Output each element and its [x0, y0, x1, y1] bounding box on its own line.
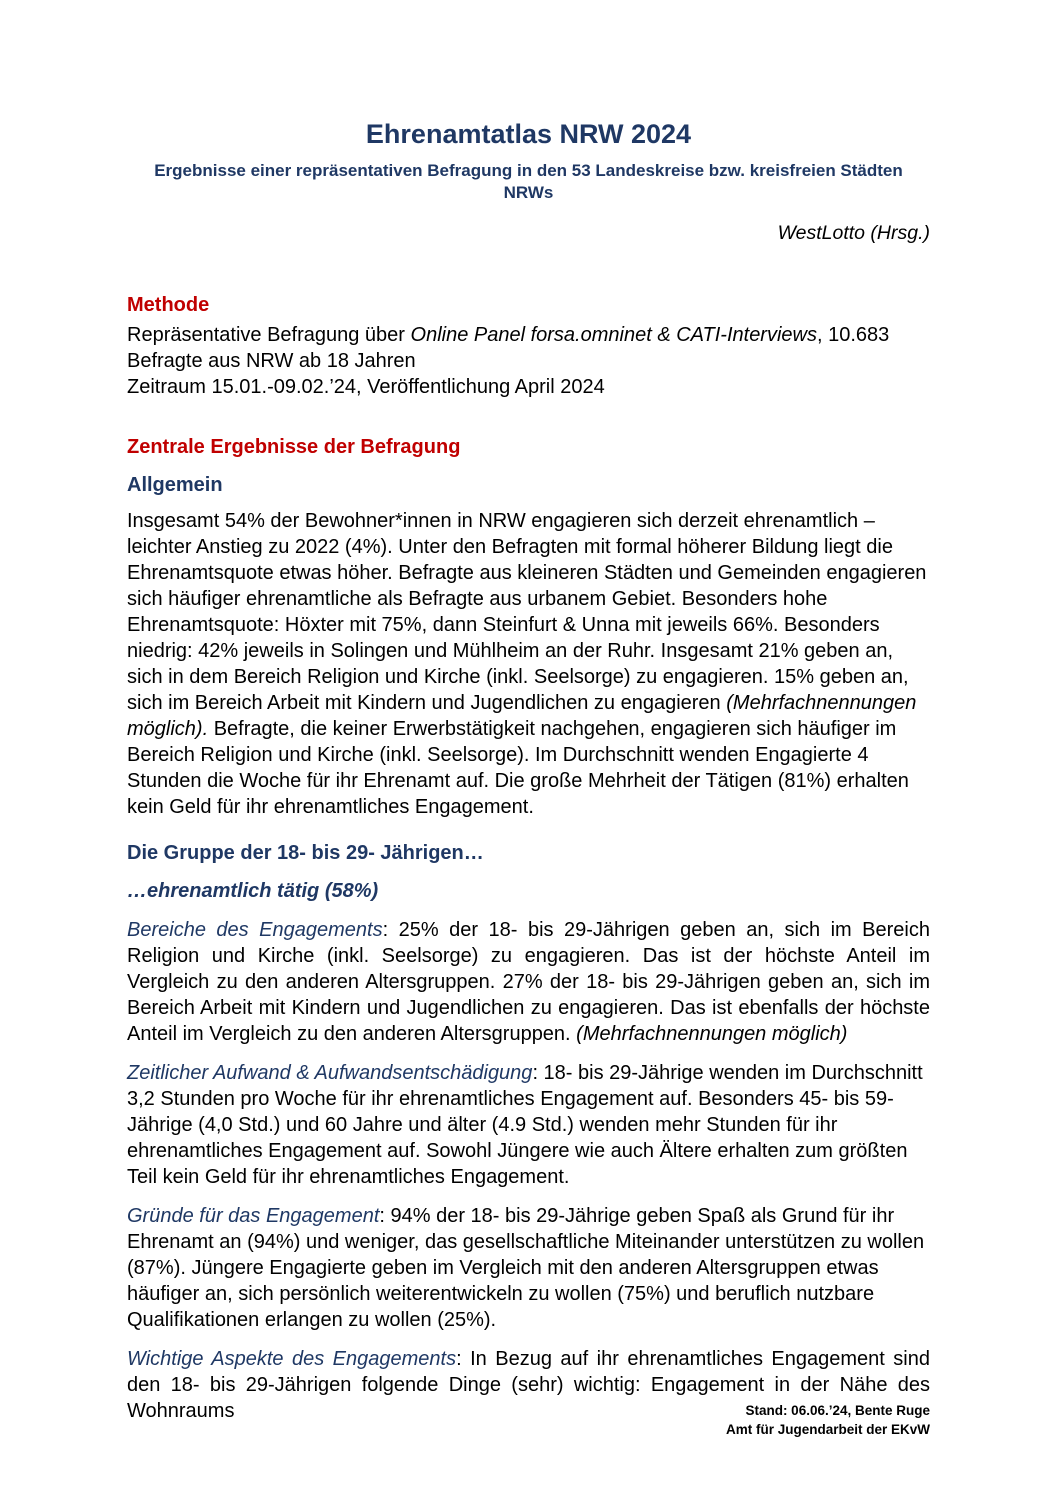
text-segment: (Mehrfachnennungen möglich) — [576, 1023, 848, 1045]
text-segment: Zeitlicher Aufwand & Aufwandsentschädigung — [127, 1062, 533, 1084]
paragraph-bereiche-des-engagements — [127, 917, 930, 1047]
page-title: Ehrenamtatlas NRW 2024 — [365, 119, 692, 149]
paragraph-gruende-engagement — [127, 1203, 930, 1333]
footer-line-1: Stand: 06.06.’24, Bente Ruge — [745, 1403, 930, 1418]
results-heading: Zentrale Ergebnisse der Befragung — [127, 436, 461, 458]
text-segment: : 94% der 18- bis 29-Jährige geben Spaß als Grund für ihr Ehrenamt an (94%) und weniger, das gesellschaftliche Miteinander unterstützen zu wollen (87%). Jüngere Engagierte geben im Vergleich mit den anderen Altersgruppen etwas häufiger an, sich persönlich weiterentwickeln zu wollen (75%) und beruflich nutzbare Qualifikationen erlangen zu wollen (25%). — [127, 1205, 925, 1331]
text-segment: Bereiche des Engagements — [127, 919, 383, 941]
methode-paragraph — [127, 322, 930, 374]
text-segment: Repräsentative Befragung über — [127, 324, 411, 346]
group-18-29-subheading: …ehrenamtlich tätig (58%) — [127, 880, 379, 902]
text-segment: Gründe für das Engagement — [127, 1205, 380, 1227]
page-subtitle: Ergebnisse einer repräsentativen Befragung in den 53 Landeskreise bzw. kreisfreien Städten NRWs — [154, 161, 903, 202]
paragraph-zeitlicher-aufwand — [127, 1060, 930, 1190]
text-segment: Insgesamt 54% der Bewohner*innen in NRW engagieren sich derzeit ehrenamtlich – leichter Anstieg zu 2022 (4%). Unter den Befragten mit formal höherer Bildung liegt die Ehrenamtsquote etwas höher. Befragte aus kleineren Städten und Gemeinden engagieren sich häufiger ehrenamtliche als Befragte aus urbanem Gebiet. Besonders hohe Ehrenamtsquote: Höxter mit 75%, dann Steinfurt & Unna mit jeweils 66%. Besonders niedrig: 42% jeweils in Solingen und Mühlheim an der Ruhr. Insgesamt 21% geben an, sich in dem Bereich Religion und Kirche (inkl. Seelsorge) zu engagieren. 15% geben an, sich im Bereich Arbeit mit Kindern und Jugendlichen zu engagieren — [127, 510, 927, 714]
text-segment: (Mehrfachnennungen möglich). — [127, 692, 917, 740]
methode-heading: Methode — [127, 294, 210, 316]
methode-zeitraum-line: Zeitraum 15.01.-09.02.’24, Veröffentlichung April 2024 — [127, 376, 605, 398]
text-segment: : In Bezug auf ihr ehrenamtliches Engagement sind den 18- bis 29-Jährigen folgende Dinge (sehr) wichtig: Engagement in der Nähe des Wohnraums — [127, 1348, 930, 1422]
publisher-line: WestLotto (Hrsg.) — [777, 222, 930, 244]
text-segment: : 25% der 18- bis 29-Jährigen geben an, sich im Bereich Religion und Kirche (inkl. Seelsorge) zu engagieren. Das ist der höchste Anteil im Vergleich zu den anderen Altersgruppen. 27% der 18- bis 29-Jährigen geben an, sich im Bereich Arbeit mit Kindern und Jugendlichen zu engagieren. Das ist ebenfalls der höchste Anteil im Vergleich zu den anderen Altersgruppen. — [127, 919, 930, 1045]
footer — [726, 1401, 930, 1439]
text-segment: Wichtige Aspekte des Engagements — [127, 1348, 457, 1370]
text-segment: , 10.683 Befragte aus NRW ab 18 Jahren — [127, 324, 890, 372]
text-segment: Online Panel forsa.omninet & CATI-Interviews — [410, 324, 817, 346]
allgemein-paragraph — [127, 508, 930, 820]
group-18-29-heading: Die Gruppe der 18- bis 29- Jährigen… — [127, 842, 484, 864]
allgemein-heading: Allgemein — [127, 474, 223, 496]
text-segment: Befragte, die keiner Erwerbstätigkeit nachgehen, engagieren sich häufiger im Bereich Religion und Kirche (inkl. Seelsorge). Im Durchschnitt wenden Engagierte 4 Stunden die Woche für ihr Ehrenamt auf. Die große Mehrheit der Tätigen (81%) erhalten kein Geld für ihr ehrenamtliches Engagement. — [127, 718, 909, 818]
footer-line-2: Amt für Jugendarbeit der EKvW — [725, 1422, 930, 1437]
text-segment: : 18- bis 29-Jährige wenden im Durchschnitt 3,2 Stunden pro Woche für ihr ehrenamtliches Engagement auf. Besonders 45- bis 59-Jährige (4,0 Std.) und 60 Jahre und älter (4.9 Std.) wenden mehr Stunden für ihr ehrenamtliches Engagement auf. Sowohl Jüngere wie auch Ältere erhalten zum größten Teil kein Geld für ihr ehrenamtliches Engagement. — [127, 1062, 923, 1188]
